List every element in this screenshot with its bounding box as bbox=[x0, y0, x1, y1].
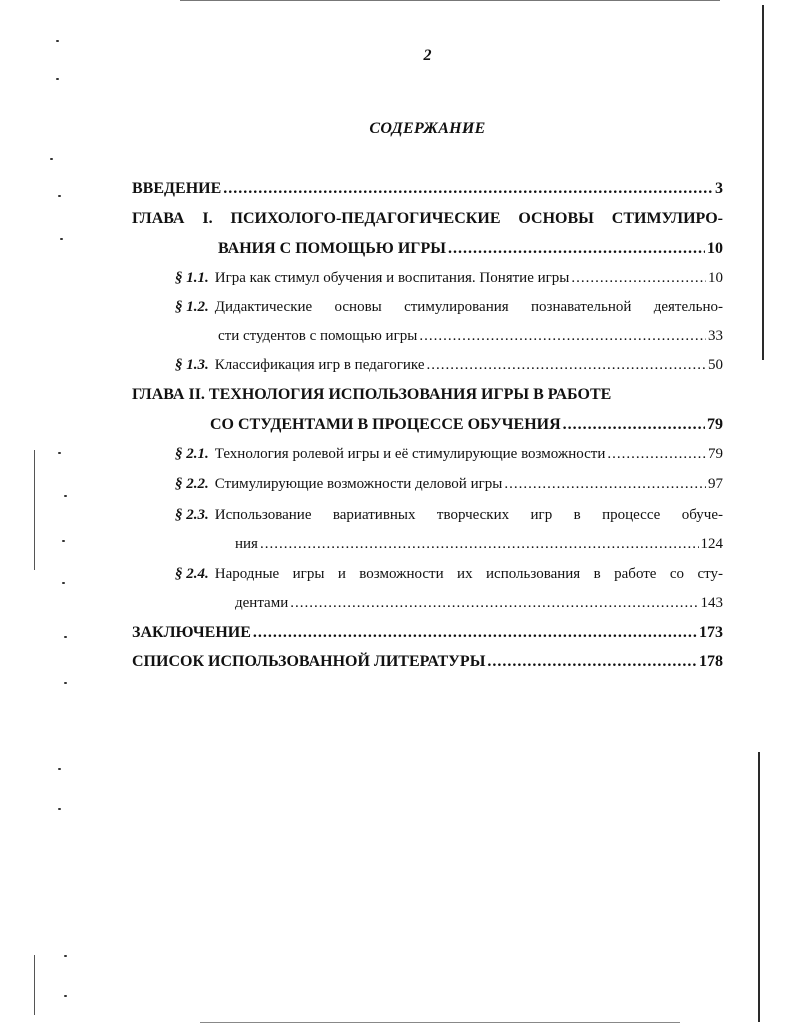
scan-edge-right-lower bbox=[758, 752, 760, 1022]
dot-leader bbox=[504, 476, 706, 493]
toc-section-1-1 bbox=[175, 270, 723, 287]
scan-speck bbox=[64, 955, 67, 957]
scan-edge-left-lower bbox=[34, 955, 35, 1015]
toc-section-title: Игра как стимул обучения и воспитания. Понятие игры bbox=[214, 270, 570, 286]
toc-entry-conclusion bbox=[132, 624, 723, 642]
toc-entry-label: ЗАКЛЮЧЕНИЕ bbox=[132, 624, 251, 641]
page-number: 2 bbox=[423, 47, 432, 64]
toc-page-number: 178 bbox=[699, 653, 723, 670]
toc-entry-label: СПИСОК ИСПОЛЬЗОВАННОЙ ЛИТЕРАТУРЫ bbox=[132, 653, 486, 670]
toc-section-number: § 2.2. bbox=[175, 476, 209, 492]
dot-leader bbox=[290, 595, 698, 612]
scan-speck bbox=[56, 40, 59, 42]
toc-page-number: 97 bbox=[708, 476, 723, 492]
scan-speck bbox=[64, 495, 67, 497]
scan-speck bbox=[56, 78, 59, 80]
toc-section-number: § 1.1. bbox=[175, 270, 209, 286]
scan-speck bbox=[64, 995, 67, 997]
dot-leader bbox=[607, 446, 706, 463]
toc-section-title: Стимулирующие возможности деловой игры bbox=[214, 476, 503, 492]
toc-section-1-2-cont bbox=[218, 328, 723, 345]
toc-entry-label: ВВЕДЕНИЕ bbox=[132, 180, 222, 197]
toc-section-2-4 bbox=[175, 566, 723, 583]
toc-chapter-2-title-cont bbox=[210, 416, 723, 434]
scan-edge-left bbox=[34, 450, 35, 570]
toc-chapter-1-title-cont bbox=[218, 240, 723, 258]
toc-chapter-label: ГЛАВА I. ПСИХОЛОГО-ПЕДАГОГИЧЕСКИЕ ОСНОВЫ СТИМУЛИРО- bbox=[132, 210, 723, 227]
dot-leader bbox=[487, 653, 697, 671]
toc-section-number: § 1.2. bbox=[175, 299, 209, 315]
toc-section-2-4-cont bbox=[235, 595, 723, 612]
toc-section-number: § 2.4. bbox=[175, 566, 209, 582]
toc-chapter-label-cont: ВАНИЯ С ПОМОЩЬЮ ИГРЫ bbox=[218, 240, 446, 257]
scan-speck bbox=[58, 808, 61, 810]
scan-speck bbox=[62, 582, 65, 584]
toc-section-number: § 2.3. bbox=[175, 507, 209, 523]
toc-section-title: Народные игры и возможности их использования в работе со сту- bbox=[214, 566, 723, 582]
toc-chapter-2-title bbox=[132, 386, 723, 404]
dot-leader bbox=[448, 240, 705, 258]
scan-speck bbox=[58, 195, 61, 197]
toc-section-number: § 2.1. bbox=[175, 446, 209, 462]
page-title: СОДЕРЖАНИЕ bbox=[369, 120, 486, 137]
toc-section-1-2 bbox=[175, 299, 723, 316]
scan-speck bbox=[64, 636, 67, 638]
toc-section-2-3-cont bbox=[235, 536, 723, 553]
dot-leader bbox=[260, 536, 699, 553]
toc-chapter-label-cont: СО СТУДЕНТАМИ В ПРОЦЕССЕ ОБУЧЕНИЯ bbox=[210, 416, 561, 433]
dot-leader bbox=[419, 328, 706, 345]
toc-page-number: 33 bbox=[708, 328, 723, 344]
toc-page-number: 3 bbox=[715, 180, 723, 197]
dot-leader bbox=[253, 624, 697, 642]
toc-page-number: 10 bbox=[708, 270, 723, 286]
toc-section-2-2 bbox=[175, 476, 723, 493]
dot-leader bbox=[563, 416, 705, 434]
toc-page-number: 79 bbox=[708, 446, 723, 462]
scan-speck bbox=[50, 158, 53, 160]
toc-section-title-cont: дентами bbox=[235, 595, 289, 611]
toc-section-2-3 bbox=[175, 507, 723, 524]
toc-entry-introduction bbox=[132, 180, 723, 198]
toc-chapter-1-title bbox=[132, 210, 723, 228]
toc-section-title-cont: сти студентов с помощью игры bbox=[218, 328, 418, 344]
dot-leader bbox=[426, 357, 706, 374]
toc-section-title-cont: ния bbox=[235, 536, 258, 552]
toc-section-title: Классификация игр в педагогике bbox=[214, 357, 425, 373]
scan-edge-top bbox=[180, 0, 720, 1]
toc-page-number: 124 bbox=[700, 536, 723, 552]
dot-leader bbox=[223, 180, 713, 198]
toc-entry-bibliography bbox=[132, 653, 723, 671]
toc-page-number: 10 bbox=[707, 240, 723, 257]
toc-page-number: 143 bbox=[700, 595, 723, 611]
scan-speck bbox=[60, 238, 63, 240]
toc-page-number: 50 bbox=[708, 357, 723, 373]
toc-section-number: § 1.3. bbox=[175, 357, 209, 373]
scan-speck bbox=[58, 768, 61, 770]
toc-section-2-1 bbox=[175, 446, 723, 463]
scan-edge-bottom bbox=[200, 1022, 680, 1023]
scan-speck bbox=[64, 682, 67, 684]
toc-section-title: Дидактические основы стимулирования познавательной деятельно- bbox=[214, 299, 723, 315]
scan-speck bbox=[62, 540, 65, 542]
scan-speck bbox=[58, 452, 61, 454]
toc-section-title: Технология ролевой игры и её стимулирующие возможности bbox=[214, 446, 606, 462]
toc-page-number: 79 bbox=[707, 416, 723, 433]
toc-section-1-3 bbox=[175, 357, 723, 374]
dot-leader bbox=[571, 270, 706, 287]
toc-page-number: 173 bbox=[699, 624, 723, 641]
toc-section-title: Использование вариативных творческих игр в процессе обуче- bbox=[214, 507, 723, 523]
toc-chapter-label: ГЛАВА II. ТЕХНОЛОГИЯ ИСПОЛЬЗОВАНИЯ ИГРЫ В РАБОТЕ bbox=[132, 386, 612, 403]
